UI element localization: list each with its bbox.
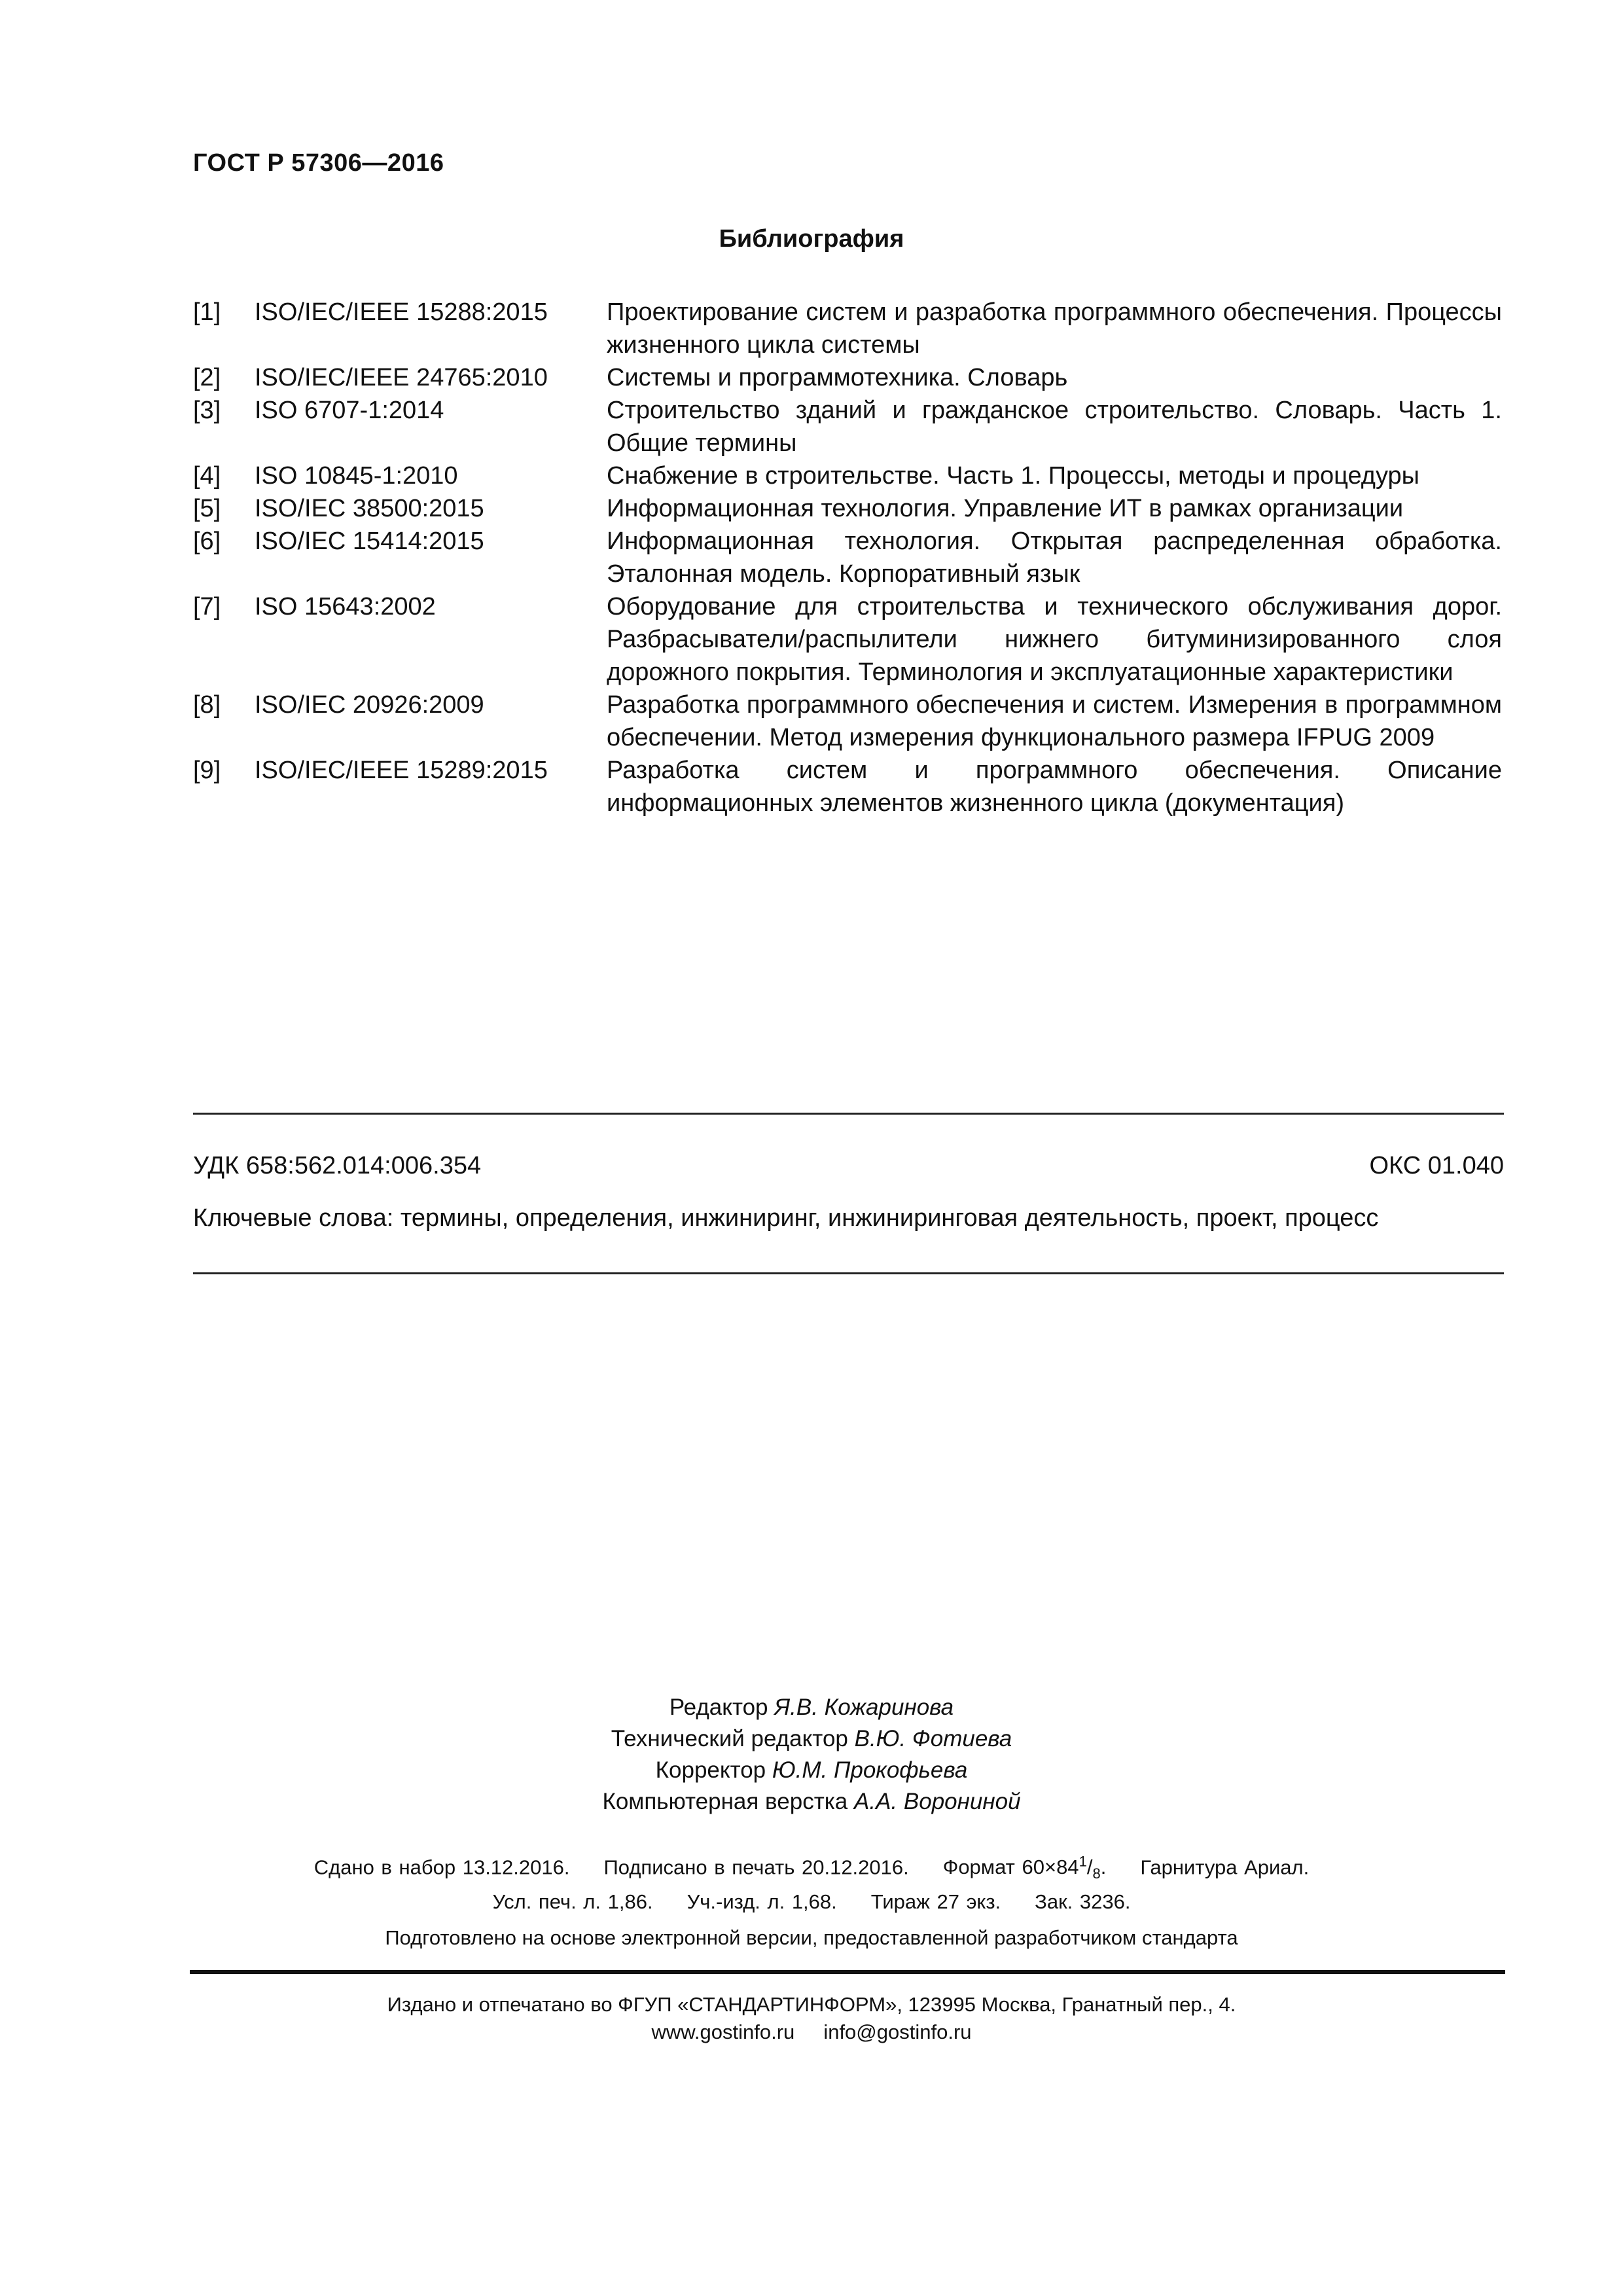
order-number: Зак. 3236. (1035, 1890, 1131, 1913)
entry-reference: ISO/IEC/IEEE 24765:2010 (255, 364, 548, 391)
staff-role: Компьютерная верстка (602, 1789, 848, 1814)
bibliography-entry (193, 394, 1502, 459)
entry-title: Информационная технология. Управление ИТ в рамках организации (607, 495, 1404, 522)
contact-line (0, 2018, 1623, 2046)
staff-role: Редактор (669, 1695, 768, 1720)
top-divider (193, 1113, 1504, 1115)
publishing-sheets: Уч.-изд. л. 1,68. (687, 1890, 837, 1913)
entry-title: Системы и программотехника. Словарь (607, 364, 1068, 391)
entry-reference: ISO 15643:2002 (255, 593, 436, 620)
entry-title: Разработка программного обеспечения и систем. Измерения в программном обеспечении. Метод измерения функционального размера IFPUG 2009 (607, 691, 1502, 751)
entry-title: Строительство зданий и гражданское строительство. Словарь. Часть 1. Общие термины (607, 397, 1502, 457)
document-code: ГОСТ Р 57306—2016 (193, 149, 444, 177)
bibliography-list (193, 296, 1502, 819)
staff-name: Я.В. Кожаринова (774, 1695, 954, 1720)
entry-reference: ISO/IEC 15414:2015 (255, 528, 484, 555)
entry-reference: ISO/IEC 38500:2015 (255, 495, 484, 522)
bibliography-entry (193, 689, 1502, 754)
staff-line-tech-editor (0, 1723, 1623, 1755)
bibliography-entry (193, 361, 1502, 394)
entry-title: Проектирование систем и разработка программного обеспечения. Процессы жизненного цикла системы (607, 298, 1502, 359)
bibliography-entry (193, 754, 1502, 819)
paper-format: Формат $60\times 84^1/_8$. (942, 1854, 1107, 1882)
staff-line-editor (0, 1692, 1623, 1723)
entry-title: Снабжение в строительстве. Часть 1. Процессы, методы и процедуры (607, 462, 1419, 490)
print-sheets: Усл. печ. л. 1,86. (492, 1890, 653, 1913)
prepared-note: Подготовлено на основе электронной версии, предоставленной разработчиком стандарта (385, 1926, 1238, 1949)
signed-to-print: Подписано в печать 20.12.2016. (603, 1856, 909, 1879)
entry-reference: ISO/IEC 20926:2009 (255, 691, 484, 719)
entry-number: [9] (193, 757, 221, 784)
entry-title: Оборудование для строительства и технического обслуживания дорог. Разбрасыватели/распылители нижнего битуминизированного слоя дорожного покрытия. Терминология и эксплуатационные характеристики (607, 593, 1502, 686)
entry-reference: ISO/IEC/IEEE 15289:2015 (255, 757, 548, 784)
website-link[interactable]: www.gostinfo.ru (651, 2020, 795, 2043)
footer-divider (190, 1970, 1505, 1974)
typeface: Гарнитура Ариал. (1140, 1856, 1310, 1879)
bibliography-entry (193, 296, 1502, 361)
entry-number: [4] (193, 462, 221, 490)
entry-number: [7] (193, 593, 221, 620)
publication-line-1 (0, 1848, 1623, 1888)
keywords: Ключевые слова: термины, определения, инжиниринг, инжиниринговая деятельность, проект, процесс (193, 1204, 1379, 1232)
publication-details (0, 1848, 1623, 1916)
staff-role: Корректор (655, 1757, 766, 1783)
staff-name: Ю.М. Прокофьева (772, 1757, 968, 1783)
publication-line-2 (0, 1888, 1623, 1916)
bibliography-entry (193, 459, 1502, 492)
entry-title: Информационная технология. Открытая распределенная обработка. Эталонная модель. Корпоративный язык (607, 528, 1502, 588)
oks-code: ОКС 01.040 (1369, 1152, 1504, 1179)
entry-number: [5] (193, 495, 221, 522)
entry-reference: ISO/IEC/IEEE 15288:2015 (255, 298, 548, 326)
entry-number: [3] (193, 397, 221, 424)
entry-title: Разработка систем и программного обеспечения. Описание информационных элементов жизненного цикла (документация) (607, 757, 1502, 817)
staff-role: Технический редактор (611, 1726, 848, 1751)
circulation: Тираж 27 экз. (870, 1890, 1001, 1913)
entry-number: [8] (193, 691, 221, 719)
publisher-footer (0, 1991, 1623, 2046)
bibliography-title: Библиография (719, 225, 904, 253)
entry-number: [6] (193, 528, 221, 555)
staff-line-corrector (0, 1755, 1623, 1786)
sent-to-typeset: Сдано в набор 13.12.2016. (313, 1856, 570, 1879)
editorial-staff (0, 1692, 1623, 1818)
staff-name: А.А. Ворониной (854, 1789, 1021, 1814)
email-link[interactable]: info@gostinfo.ru (823, 2020, 972, 2043)
udk-code: УДК 658:562.014:006.354 (193, 1152, 482, 1179)
bottom-divider (193, 1272, 1504, 1274)
entry-reference: ISO 6707-1:2014 (255, 397, 444, 424)
staff-line-layout (0, 1786, 1623, 1818)
publisher-info: Издано и отпечатано во ФГУП «СТАНДАРТИНФОРМ», 123995 Москва, Гранатный пер., 4. (387, 1993, 1236, 2016)
entry-reference: ISO 10845-1:2010 (255, 462, 458, 490)
staff-name: В.Ю. Фотиева (854, 1726, 1012, 1751)
entry-number: [2] (193, 364, 221, 391)
bibliography-entry (193, 525, 1502, 590)
entry-number: [1] (193, 298, 221, 326)
bibliography-entry (193, 492, 1502, 525)
bibliography-entry (193, 590, 1502, 689)
